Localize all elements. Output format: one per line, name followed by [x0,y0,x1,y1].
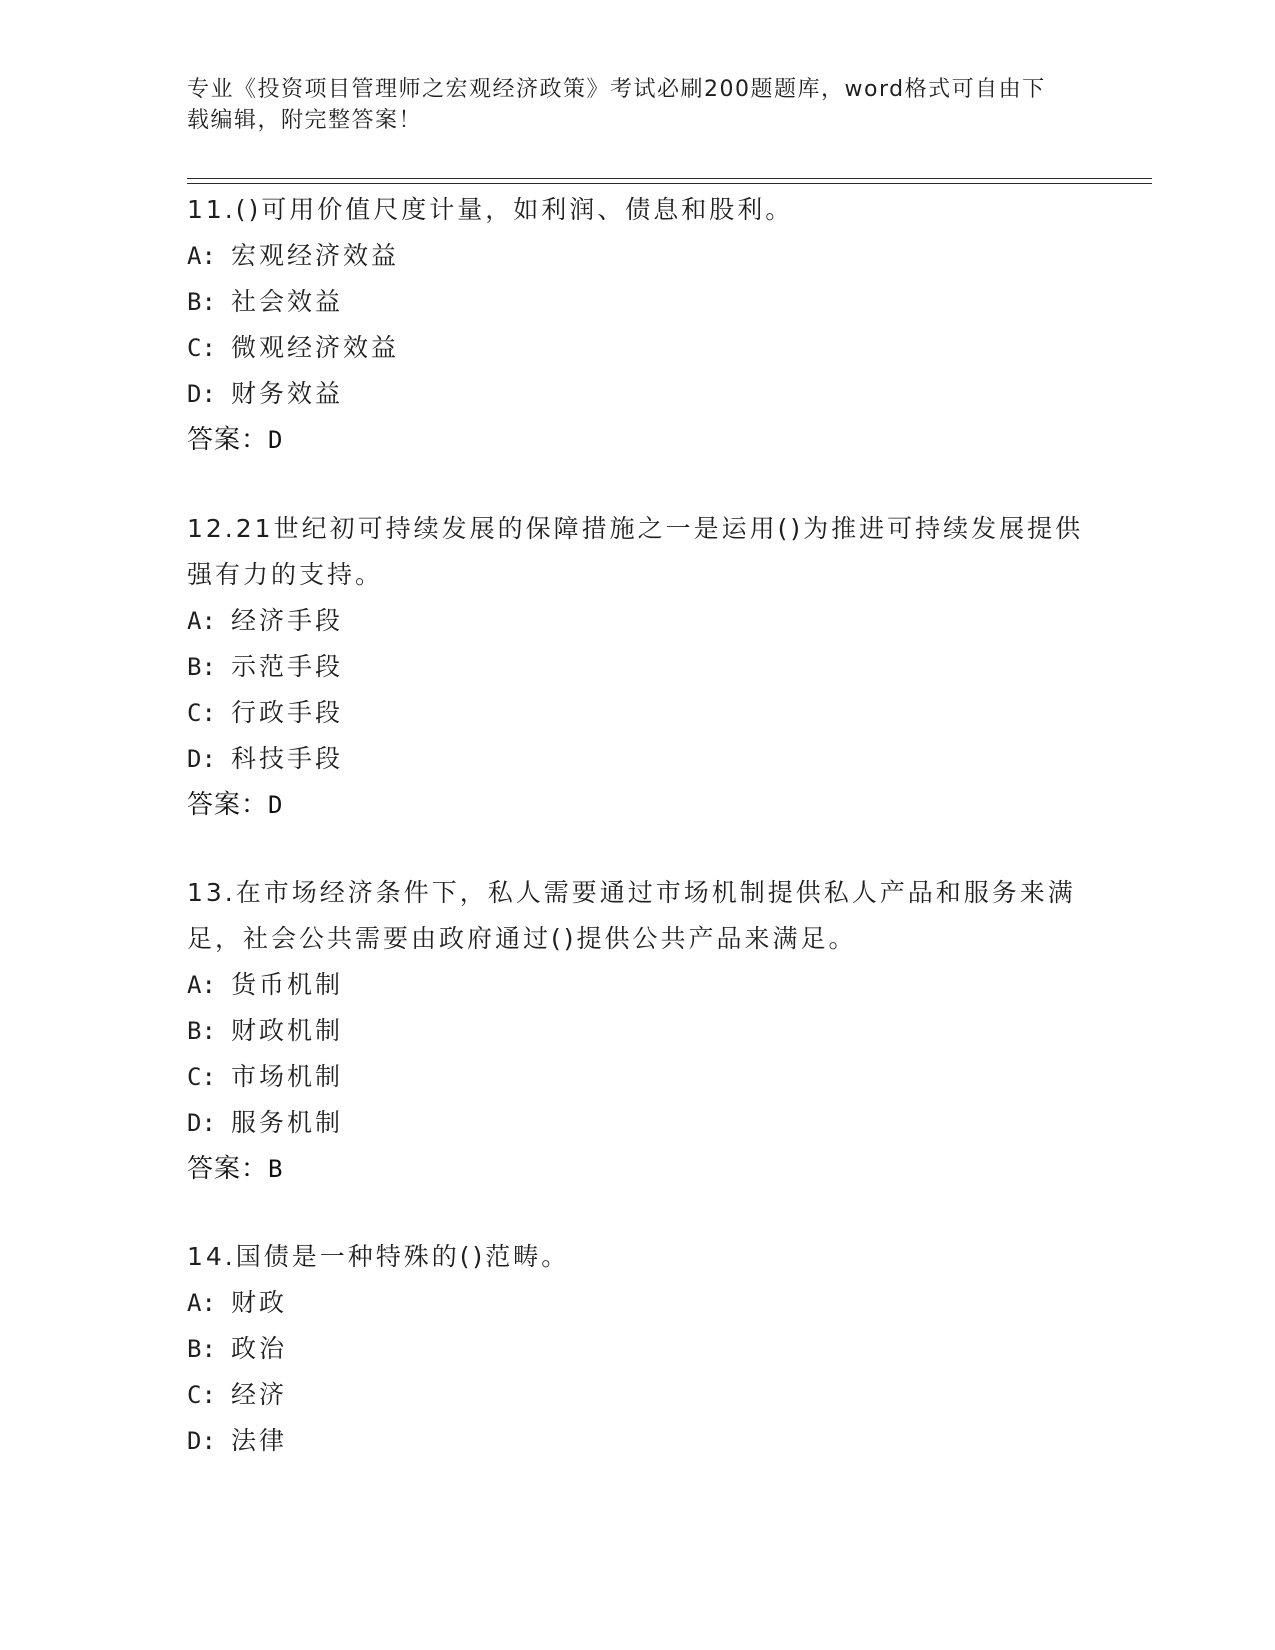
question-stem: 13.在市场经济条件下，私人需要通过市场机制提供私人产品和服务来满足，社会公共需要由政府通过()提供公共产品来满足。 [187,878,1076,953]
option-letter: B: [187,653,216,681]
question-stem: 12.21世纪初可持续发展的保障措施之一是运用()为推进可持续发展提供强有力的支持。 [187,514,1084,589]
question-13 [187,870,1087,1192]
option-b [187,644,1087,690]
option-text: 示范手段 [231,652,344,681]
option-text: 法律 [231,1426,288,1455]
option-letter: C: [187,334,216,362]
option-letter: C: [187,699,216,727]
option-a [187,598,1087,644]
answer-value: B [268,1155,284,1183]
option-text: 行政手段 [231,698,344,727]
option-c [187,325,1087,371]
question-12 [187,506,1087,828]
option-letter: D: [187,380,216,408]
question-11 [187,187,1087,463]
question-14 [187,1234,1087,1464]
option-text: 经济手段 [231,606,344,635]
option-letter: D: [187,1427,216,1455]
option-b [187,279,1087,325]
option-c [187,1054,1087,1100]
option-text: 政治 [231,1334,288,1363]
answer-line [187,782,1087,828]
option-text: 市场机制 [231,1062,344,1091]
option-letter: A: [187,971,216,999]
option-text: 货币机制 [231,970,344,999]
option-c [187,1372,1087,1418]
option-text: 经济 [231,1380,288,1409]
option-d [187,1418,1087,1464]
header-divider-bottom [187,183,1152,184]
option-letter: B: [187,1335,216,1363]
option-d [187,1100,1087,1146]
option-b [187,1326,1087,1372]
document-header: 专业《投资项目管理师之宏观经济政策》考试必刷200题题库，word格式可自由下载编辑，附完整答案！ [187,77,1046,133]
option-letter: A: [187,242,216,270]
option-letter: D: [187,745,216,773]
option-text: 服务机制 [231,1108,344,1137]
option-letter: A: [187,1289,216,1317]
option-c [187,690,1087,736]
option-letter: B: [187,288,216,316]
answer-label: 答案： [187,1154,269,1184]
option-text: 微观经济效益 [231,333,400,362]
answer-value: D [268,791,284,819]
option-text: 财政机制 [231,1016,344,1045]
header-divider-top [187,178,1152,179]
option-d [187,736,1087,782]
option-a [187,233,1087,279]
answer-line [187,417,1087,463]
question-stem: 11.()可用价值尺度计量，如利润、债息和股利。 [187,195,794,224]
option-letter: A: [187,607,216,635]
option-text: 社会效益 [231,287,344,316]
option-letter: C: [187,1063,216,1091]
answer-value: D [268,426,284,454]
option-text: 财务效益 [231,379,344,408]
question-stem: 14.国债是一种特殊的()范畴。 [187,1242,570,1271]
option-letter: C: [187,1381,216,1409]
option-a [187,1280,1087,1326]
option-b [187,1008,1087,1054]
option-letter: B: [187,1017,216,1045]
answer-line [187,1146,1087,1192]
answer-label: 答案： [187,790,269,820]
option-d [187,371,1087,417]
option-text: 宏观经济效益 [231,241,400,270]
option-a [187,962,1087,1008]
answer-label: 答案： [187,425,269,455]
option-text: 财政 [231,1288,288,1317]
option-text: 科技手段 [231,744,344,773]
option-letter: D: [187,1109,216,1137]
